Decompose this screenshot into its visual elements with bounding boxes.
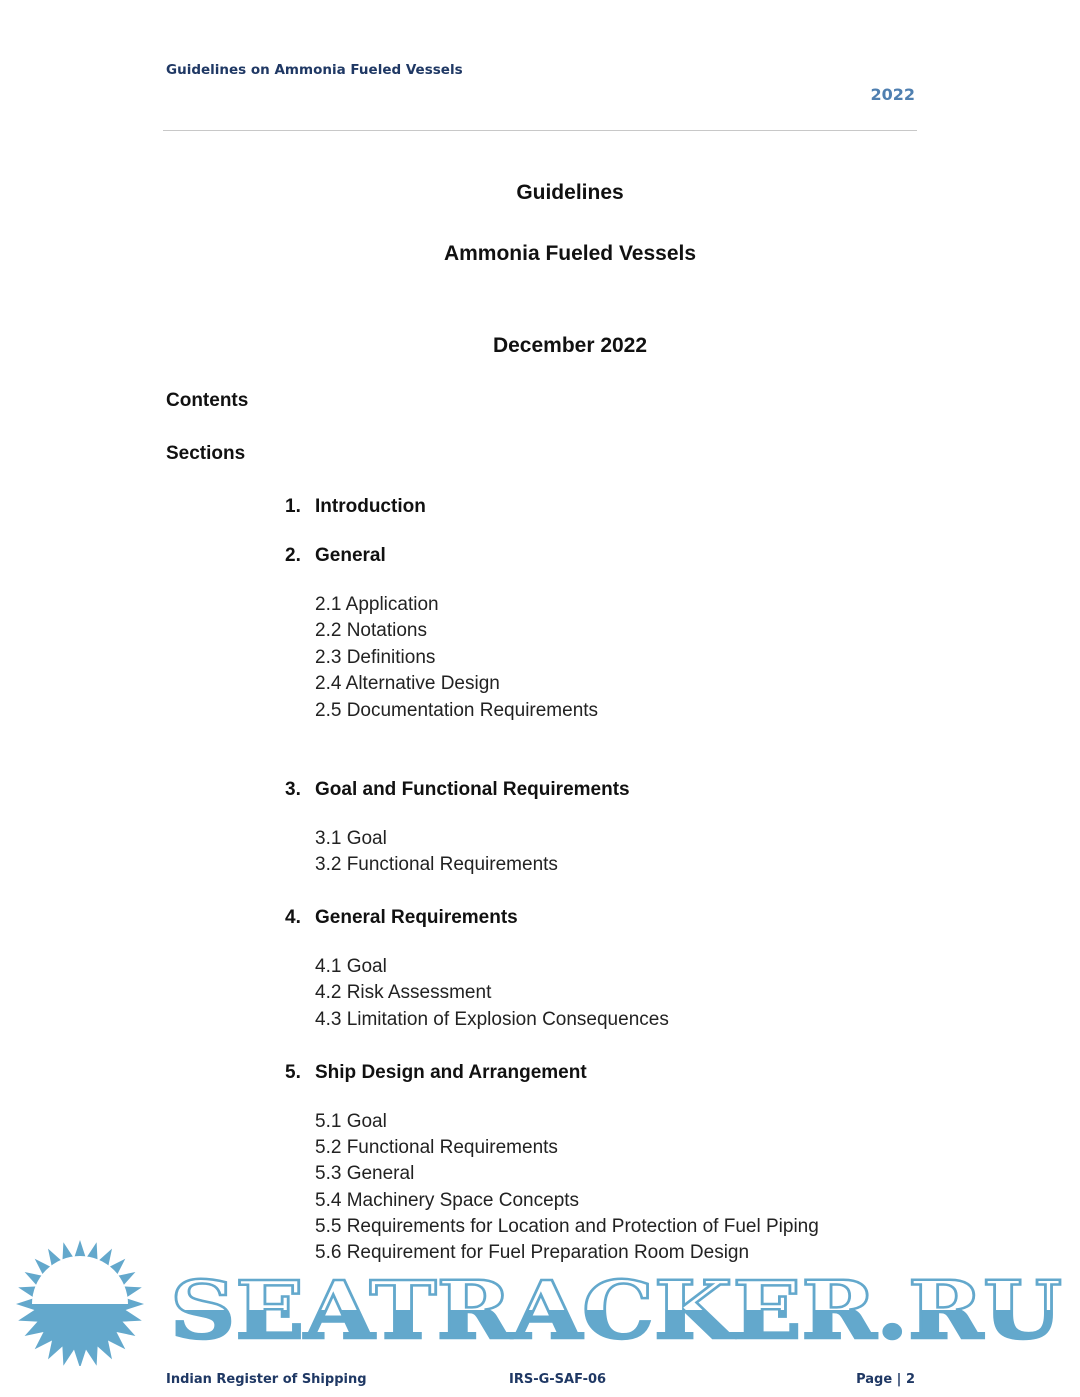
toc-item[interactable]: 5.2 Functional Requirements <box>315 1137 558 1158</box>
section-number: 3. <box>285 779 301 800</box>
section-number: 4. <box>285 907 301 928</box>
toc-section-4[interactable] <box>285 907 518 929</box>
running-header-title: Guidelines on Ammonia Fueled Vessels <box>166 62 463 78</box>
toc-item[interactable]: 5.5 Requirements for Location and Protection of Fuel Piping <box>315 1216 819 1237</box>
section-title: Introduction <box>315 496 426 517</box>
section-number: 1. <box>285 496 301 517</box>
section-number: 5. <box>285 1062 301 1083</box>
section-title: Ship Design and Arrangement <box>315 1062 587 1083</box>
toc-item[interactable]: 5.4 Machinery Space Concepts <box>315 1190 580 1211</box>
toc-item[interactable]: 2.5 Documentation Requirements <box>315 700 599 721</box>
toc-item[interactable]: 4.1 Goal <box>315 956 387 977</box>
contents-heading: Contents <box>166 390 249 411</box>
toc-item[interactable]: 2.3 Definitions <box>315 647 436 668</box>
toc-item[interactable]: 5.3 General <box>315 1163 415 1184</box>
toc-item[interactable]: 3.1 Goal <box>315 828 387 849</box>
section-number: 2. <box>285 545 301 566</box>
header-divider <box>163 130 917 131</box>
sun-icon <box>16 1240 144 1366</box>
toc-section-2[interactable] <box>285 545 386 567</box>
section-title: General Requirements <box>315 907 518 928</box>
sections-heading: Sections <box>166 443 246 464</box>
toc-section-3[interactable] <box>285 779 630 801</box>
seatracker-watermark-logo <box>0 1236 1080 1366</box>
cover-subtitle: Ammonia Fueled Vessels <box>443 242 697 265</box>
toc-item[interactable]: 5.6 Requirement for Fuel Preparation Room Design <box>315 1242 750 1263</box>
section-title: General <box>315 545 386 566</box>
toc-item[interactable]: 3.2 Functional Requirements <box>315 854 558 875</box>
running-header-year: 2022 <box>870 85 915 104</box>
toc-item[interactable]: 2.2 Notations <box>315 620 427 641</box>
cover-title: Guidelines <box>516 181 624 204</box>
toc-section-5[interactable] <box>285 1062 587 1084</box>
footer-organization: Indian Register of Shipping <box>166 1372 367 1387</box>
toc-item[interactable]: 4.3 Limitation of Explosion Consequences <box>315 1009 669 1030</box>
toc-item[interactable]: 2.1 Application <box>315 594 439 615</box>
cover-date: December 2022 <box>492 334 648 357</box>
section-title: Goal and Functional Requirements <box>315 779 630 800</box>
footer-document-code: IRS-G-SAF-06 <box>509 1372 607 1387</box>
toc-item[interactable]: 2.4 Alternative Design <box>315 673 500 694</box>
toc-item[interactable]: 4.2 Risk Assessment <box>315 982 492 1003</box>
toc-section-1[interactable] <box>285 496 426 518</box>
toc-item[interactable]: 5.1 Goal <box>315 1111 387 1132</box>
footer-page-number: Page | 2 <box>856 1372 915 1387</box>
watermark-text: SEATRACKER.RU <box>170 1263 1062 1357</box>
